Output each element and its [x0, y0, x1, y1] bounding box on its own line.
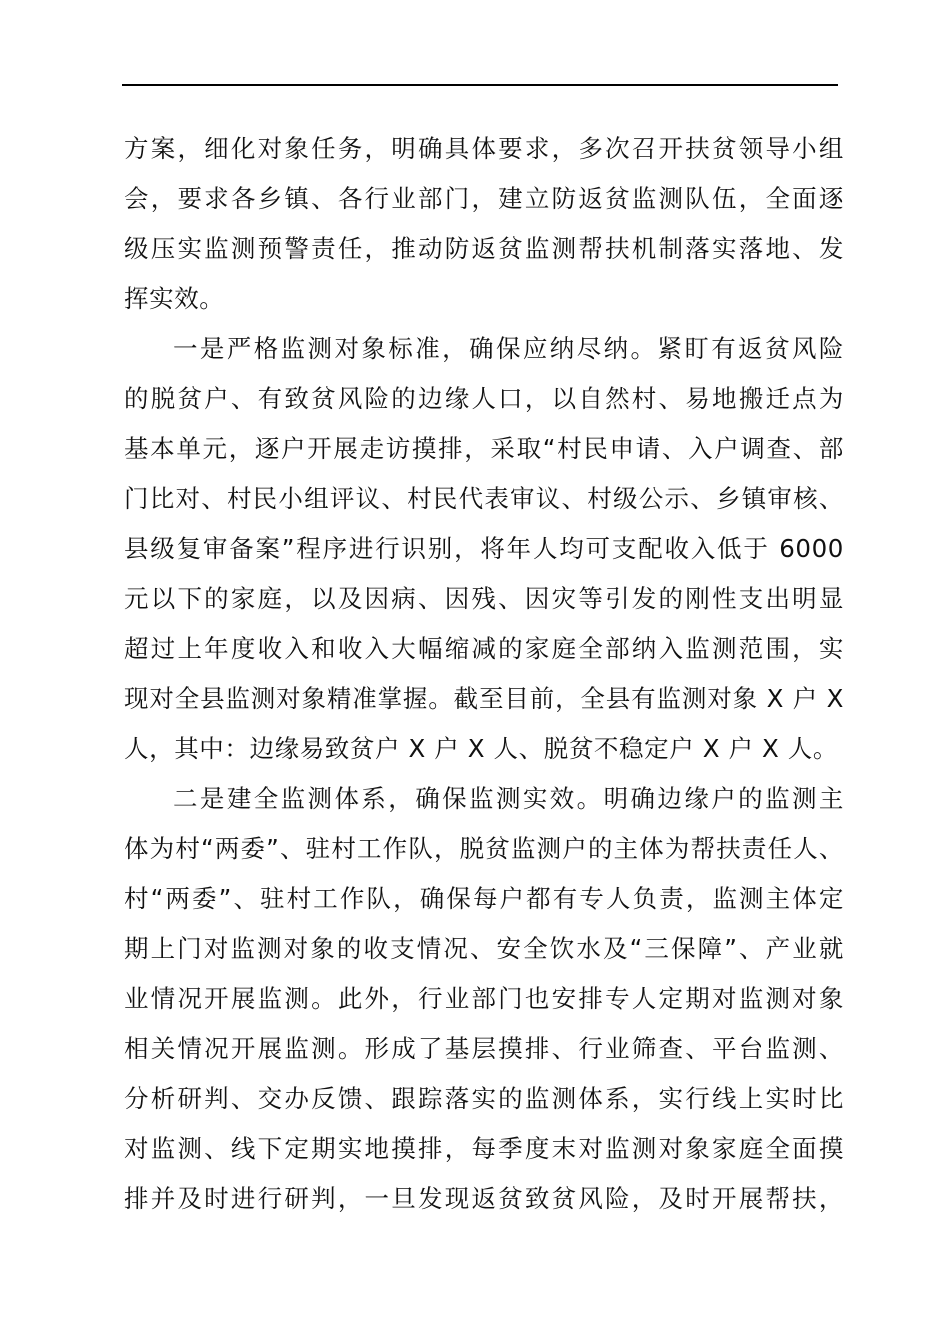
document-body	[124, 124, 844, 1224]
text-line: 门比对、村民小组评议、村民代表审议、村级公示、乡镇审核、	[124, 484, 844, 513]
text-line: 的脱贫户、有致贫风险的边缘人口，以自然村、易地搬迁点为	[124, 384, 844, 413]
text-line: 挥实效。	[124, 284, 225, 313]
text-line: 超过上年度收入和收入大幅缩减的家庭全部纳入监测范围，实	[124, 634, 844, 663]
text-line: 期上门对监测对象的收支情况、安全饮水及“三保障”、产业就	[124, 934, 844, 963]
text-line: 元以下的家庭，以及因病、因残、因灾等引发的刚性支出明显	[124, 584, 844, 613]
text-line: 排并及时进行研判，一旦发现返贫致贫风险，及时开展帮扶，	[124, 1184, 844, 1213]
text-line: 村“两委”、驻村工作队，确保每户都有专人负责，监测主体定	[124, 884, 844, 913]
text-line: 基本单元，逐户开展走访摸排，采取“村民申请、入户调查、部	[124, 434, 844, 463]
text-line: 县级复审备案”程序进行识别，将年人均可支配收入低于 6000	[124, 534, 844, 563]
text-line: 一是严格监测对象标准，确保应纳尽纳。紧盯有返贫风险	[173, 334, 844, 363]
text-line: 体为村“两委”、驻村工作队，脱贫监测户的主体为帮扶责任人、	[124, 834, 844, 863]
text-line: 分析研判、交办反馈、跟踪落实的监测体系，实行线上实时比	[124, 1084, 844, 1113]
text-line: 人，其中：边缘易致贫户 X 户 X 人、脱贫不稳定户 X 户 X 人。	[124, 734, 838, 763]
text-line: 对监测、线下定期实地摸排，每季度末对监测对象家庭全面摸	[124, 1134, 844, 1163]
text-line: 方案，细化对象任务，明确具体要求，多次召开扶贫领导小组	[124, 134, 844, 163]
text-line: 二是建全监测体系，确保监测实效。明确边缘户的监测主	[173, 784, 844, 813]
text-line: 级压实监测预警责任，推动防返贫监测帮扶机制落实落地、发	[124, 234, 844, 263]
header-rule	[122, 84, 838, 86]
text-line: 会，要求各乡镇、各行业部门，建立防返贫监测队伍，全面逐	[124, 184, 844, 213]
text-line: 现对全县监测对象精准掌握。截至目前，全县有监测对象 X 户 X	[124, 684, 844, 713]
text-line: 业情况开展监测。此外，行业部门也安排专人定期对监测对象	[124, 984, 844, 1013]
text-line: 相关情况开展监测。形成了基层摸排、行业筛查、平台监测、	[124, 1034, 844, 1063]
